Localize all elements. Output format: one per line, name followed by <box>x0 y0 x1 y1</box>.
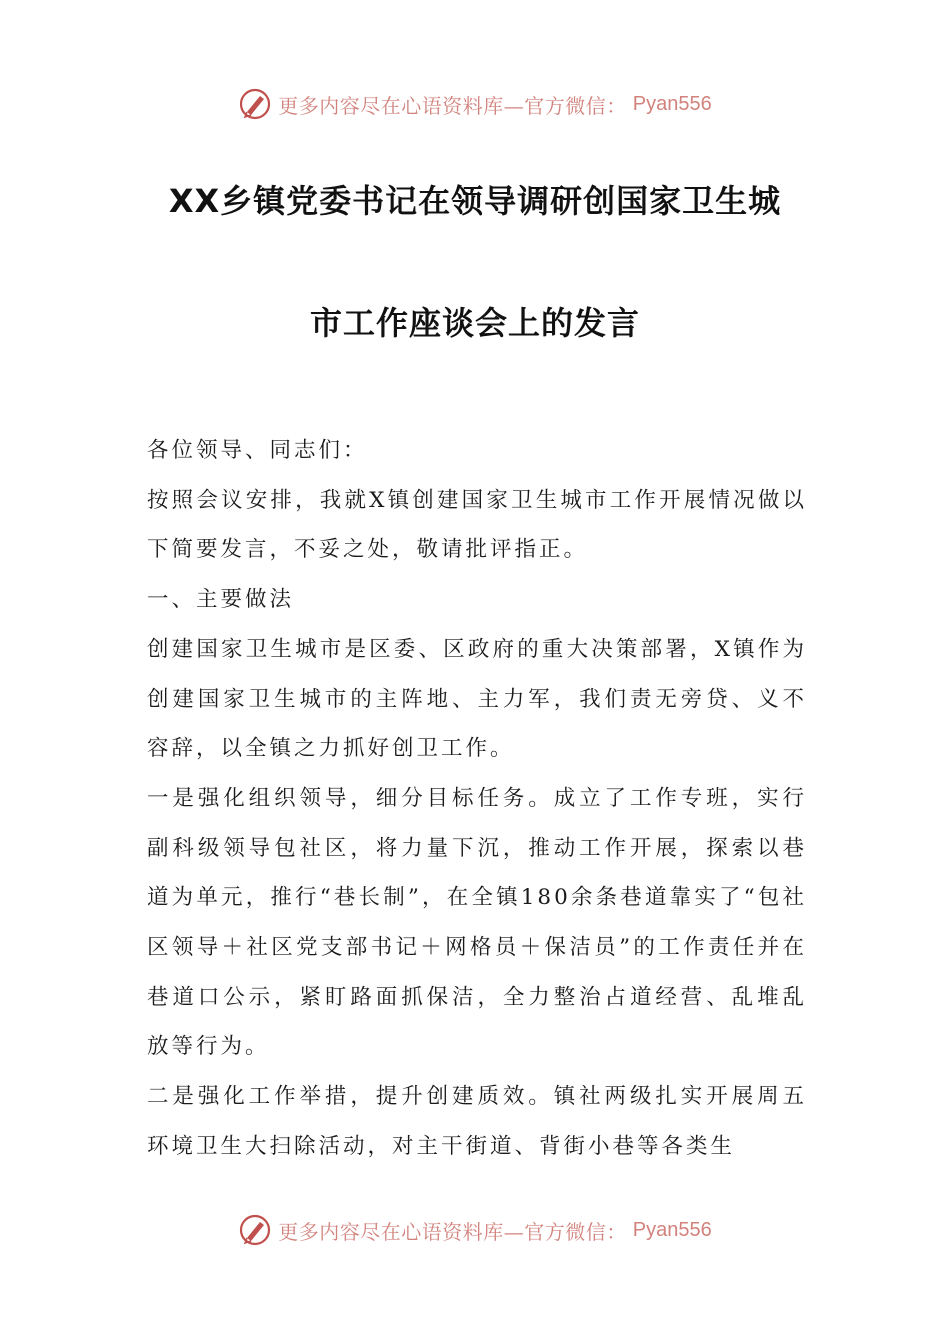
body-paragraph: 按照会议安排，我就X镇创建国家卫生城市工作开展情况做以下简要发言，不妥之处，敬请批评指正。 <box>147 487 807 563</box>
watermark-text: 更多内容尽在心语资料库—官方微信： <box>278 1219 627 1244</box>
document-body <box>147 426 807 1172</box>
body-paragraph: 一是强化组织领导，细分目标任务。成立了工作专班，实行副科级领导包社区，将力量下沉，推动工作开展，探索以巷道为单元，推行“巷长制”，在全镇180余条巷道靠实了“包社区领导＋社区党支部书记＋网格员＋保洁员”的工作责任并在巷道口公示，紧盯路面抓保洁，全力整治占道经营、乱堆乱放等行为。 <box>147 785 807 1060</box>
section-heading: 一、主要做法 <box>147 587 295 613</box>
body-paragraph: 创建国家卫生城市是区委、区政府的重大决策部署，X镇作为创建国家卫生城市的主阵地、主力军，我们责无旁贷、义不容辞，以全镇之力抓好创卫工作。 <box>147 636 807 762</box>
body-paragraph: 二是强化工作举措，提升创建质效。镇社两级扎实开展周五环境卫生大扫除活动，对主干街道、背街小巷等各类生 <box>147 1084 807 1159</box>
watermark-text: 更多内容尽在心语资料库—官方微信： <box>278 93 627 118</box>
document-title-line-1: XX乡镇党委书记在领导调研创国家卫生城 <box>168 182 782 220</box>
watermark-wechat-id: Pyan556 <box>632 1218 712 1241</box>
header-watermark <box>0 84 950 124</box>
pen-logo-icon <box>238 87 272 121</box>
salutation: 各位领导、同志们： <box>147 438 368 463</box>
document-title-line-2: 市工作座谈会上的发言 <box>309 304 640 342</box>
footer-watermark <box>0 1210 950 1250</box>
watermark-wechat-id: Pyan556 <box>632 92 712 115</box>
pen-logo-icon <box>238 1213 272 1247</box>
